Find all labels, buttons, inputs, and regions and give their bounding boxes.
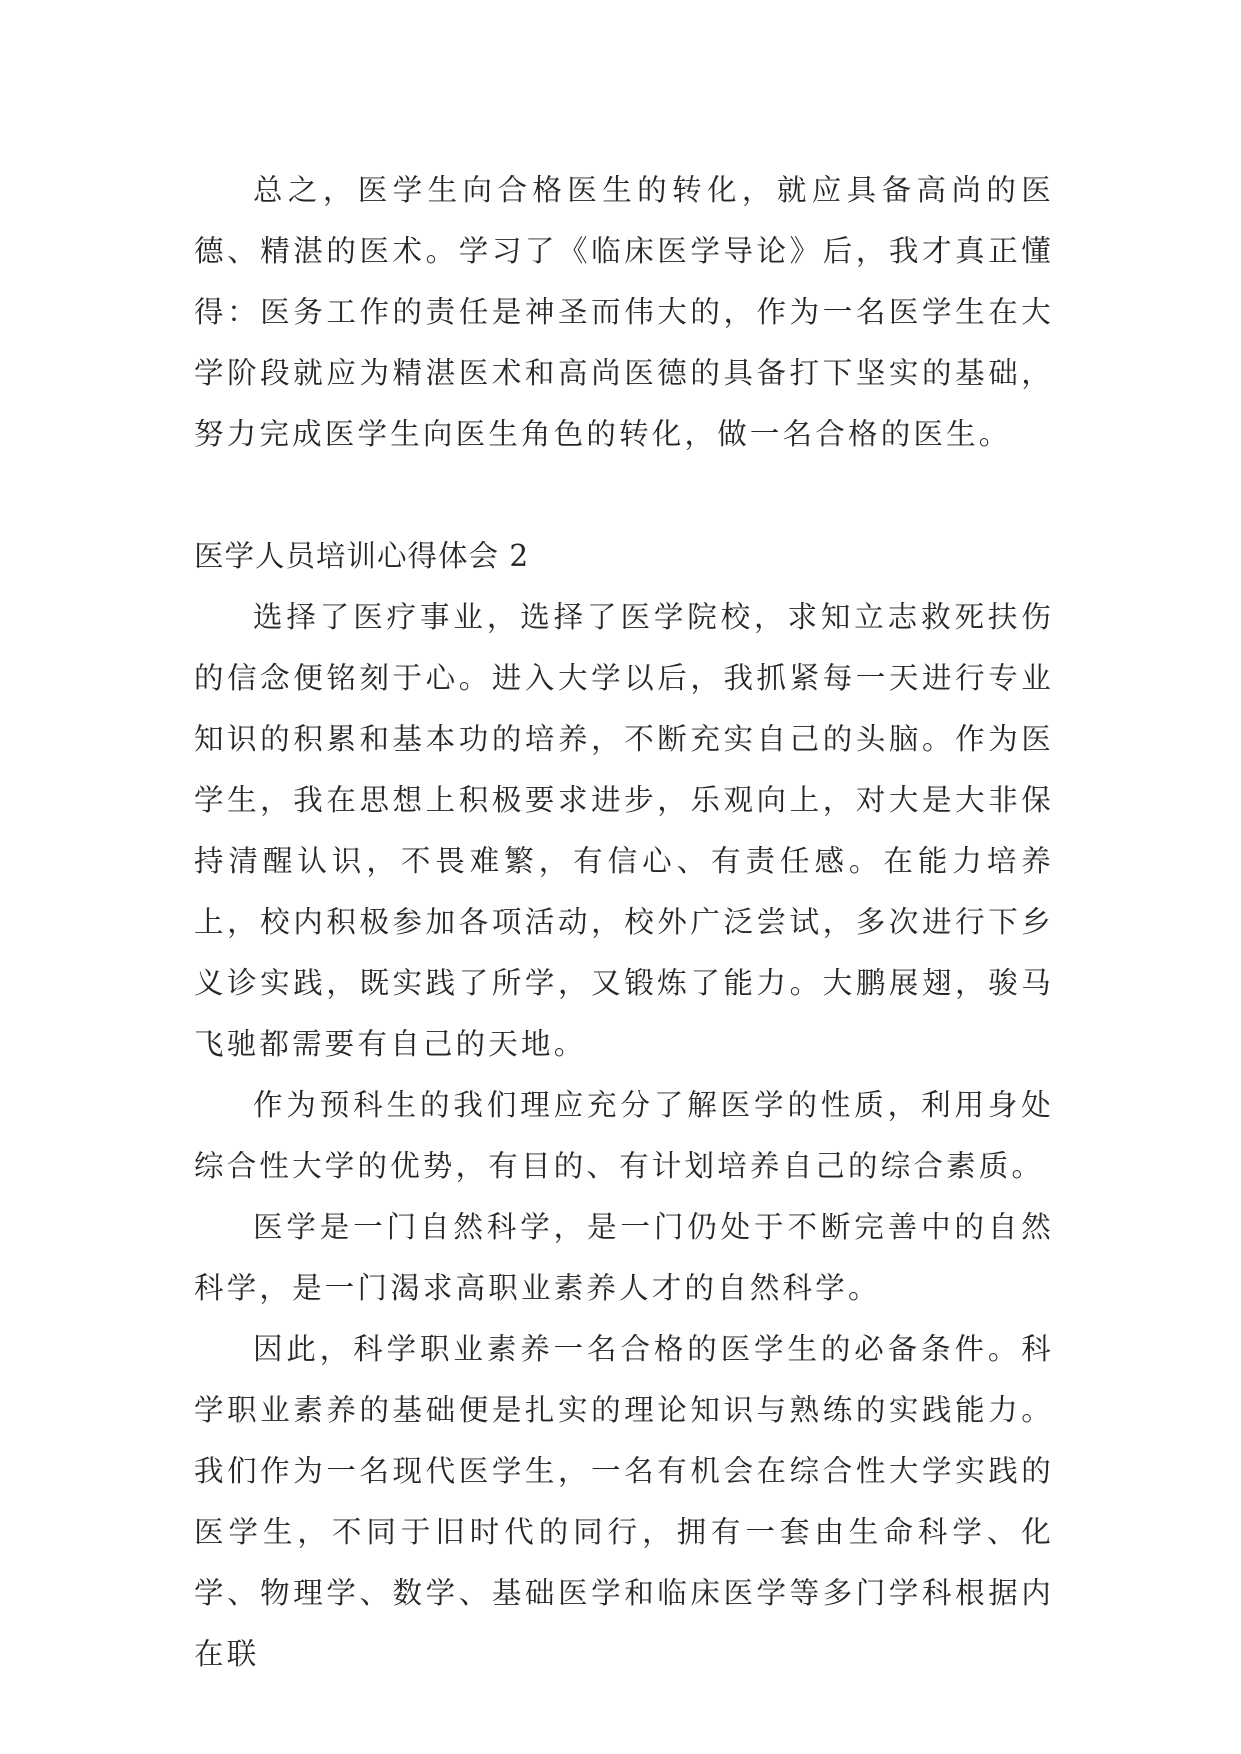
- paragraph-1: 总之，医学生向合格医生的转化，就应具备高尚的医德、精湛的医术。学习了《临床医学导论》后，我才真正懂得：医务工作的责任是神圣而伟大的，作为一名医学生在大学阶段就应为精湛医术和高尚医德的具备打下坚实的基础，努力完成医学生向医生角色的转化，做一名合格的医生。: [194, 173, 1054, 451]
- paragraph-3: 作为预科生的我们理应充分了解医学的性质，利用身处综合性大学的优势，有目的、有计划培养自己的综合素质。: [194, 1088, 1054, 1183]
- section-title: 医学人员培训心得体会 2: [194, 539, 530, 573]
- paragraph-2: 选择了医疗事业，选择了医学院校，求知立志救死扶伤的信念便铭刻于心。进入大学以后，我抓紧每一天进行专业知识的积累和基本功的培养，不断充实自己的头脑。作为医学生，我在思想上积极要求进步，乐观向上，对大是大非保持清醒认识，不畏难繁，有信心、有责任感。在能力培养上，校内积极参加各项活动，校外广泛尝试，多次进行下乡义诊实践，既实践了所学，又锻炼了能力。大鹏展翅，骏马飞驰都需要有自己的天地。: [194, 600, 1054, 1061]
- document-body: [194, 160, 1054, 1685]
- paragraph-5: 因此，科学职业素养一名合格的医学生的必备条件。科学职业素养的基础便是扎实的理论知识与熟练的实践能力。我们作为一名现代医学生，一名有机会在综合性大学实践的医学生，不同于旧时代的同行，拥有一套由生命科学、化学、物理学、数学、基础医学和临床医学等多门学科根据内在联: [194, 1332, 1054, 1671]
- paragraph-spacer: [194, 465, 1054, 526]
- paragraph-4: 医学是一门自然科学，是一门仍处于不断完善中的自然科学，是一门渴求高职业素养人才的自然科学。: [194, 1210, 1054, 1305]
